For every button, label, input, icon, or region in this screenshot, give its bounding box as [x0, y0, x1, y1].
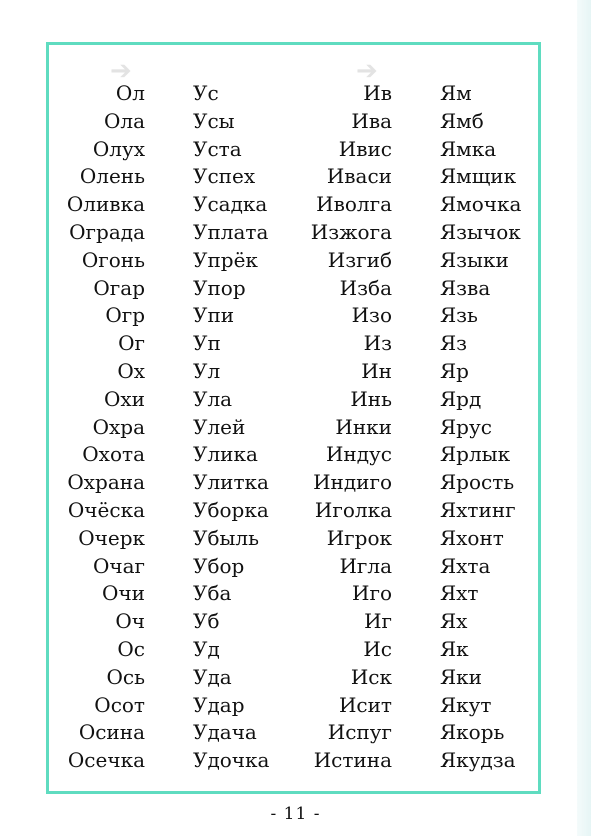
word-item: Убыль	[193, 525, 260, 550]
word-item: Упи	[193, 303, 235, 328]
word-item: Убор	[193, 553, 245, 578]
word-item: Улитка	[193, 470, 269, 495]
word-item: Ямочка	[440, 192, 522, 217]
word-item: Ярус	[440, 414, 492, 439]
word-item: Уда	[193, 664, 232, 689]
word-item: Якорь	[440, 720, 505, 745]
right-arrow-icon: ➔	[356, 56, 378, 86]
word-item: Игла	[339, 553, 392, 578]
word-item: Очёска	[67, 497, 145, 522]
word-item: Уборка	[193, 497, 269, 522]
word-item: Удача	[193, 720, 257, 745]
word-item: Огар	[93, 275, 145, 300]
word-item: Иголка	[314, 497, 392, 522]
word-item: Иваси	[326, 164, 392, 189]
words-column-o	[40, 80, 145, 775]
word-item: Ола	[103, 108, 145, 133]
word-item: Охра	[92, 414, 145, 439]
word-item: Языки	[440, 247, 509, 272]
word-item: Изо	[351, 303, 392, 328]
word-item: Иго	[352, 581, 392, 606]
word-item: Огонь	[81, 247, 145, 272]
word-item: Ях	[440, 609, 468, 634]
word-item: Иволга	[316, 192, 392, 217]
word-item: Охи	[103, 386, 145, 411]
word-item: Ярлык	[440, 442, 511, 467]
word-item: Испуг	[327, 720, 392, 745]
word-item: Язь	[440, 303, 478, 328]
word-item: Ива	[351, 108, 392, 133]
word-item: Оч	[115, 609, 145, 634]
word-item: Истина	[313, 748, 392, 773]
word-item: Ярд	[440, 386, 482, 411]
word-item: Як	[440, 636, 469, 661]
word-item: Уд	[193, 636, 220, 661]
word-item: Язва	[440, 275, 491, 300]
word-item: Ямб	[440, 108, 484, 133]
word-item: Упрёк	[193, 247, 258, 272]
word-item: Инки	[335, 414, 392, 439]
word-item: Уплата	[193, 219, 269, 244]
word-item: Ох	[117, 358, 145, 383]
word-item: Оливка	[66, 192, 145, 217]
word-item: Удочка	[193, 748, 270, 773]
page-number: - 11 -	[270, 804, 321, 824]
word-item: Яхтинг	[440, 497, 516, 522]
word-item: Ямка	[440, 136, 497, 161]
word-item: Язычок	[440, 219, 521, 244]
word-item: Усадка	[193, 192, 268, 217]
word-item: Огр	[105, 303, 145, 328]
word-item: Ям	[440, 81, 472, 105]
word-item: Очерк	[78, 525, 145, 550]
word-item: Якут	[440, 692, 492, 717]
word-item: Усы	[193, 108, 235, 133]
word-item: Индус	[325, 442, 392, 467]
page-edge-strip	[577, 0, 591, 836]
word-item: Яхонт	[440, 525, 504, 550]
word-item: Из	[363, 331, 392, 356]
word-item: Осина	[78, 720, 145, 745]
word-item: Индиго	[313, 470, 392, 495]
word-item: Ось	[106, 664, 145, 689]
word-item: Изба	[339, 275, 392, 300]
word-item: Якудза	[440, 748, 516, 773]
word-item: Игрок	[326, 525, 392, 550]
word-item: Яки	[440, 664, 482, 689]
word-item: Исит	[338, 692, 392, 717]
word-item: Уп	[193, 331, 221, 356]
word-item: Осечка	[67, 748, 145, 773]
word-item: Удар	[193, 692, 245, 717]
word-item: Ярость	[440, 470, 515, 495]
word-item: Упор	[193, 275, 246, 300]
word-item: Ула	[193, 386, 233, 411]
word-item: Изгиб	[327, 247, 392, 272]
word-item: Охрана	[67, 470, 145, 495]
word-item: Иск	[350, 664, 392, 689]
word-item: Ог	[118, 331, 145, 356]
word-item: Ив	[363, 81, 392, 105]
word-item: Ограда	[69, 219, 145, 244]
word-item: Ос	[117, 636, 145, 661]
word-item: Уста	[193, 136, 242, 161]
word-item: Ивис	[338, 136, 392, 161]
word-item: Яхта	[440, 553, 491, 578]
right-arrow-icon: ➔	[110, 56, 132, 86]
word-item: Охота	[82, 442, 145, 467]
word-item: Изжога	[310, 219, 392, 244]
word-item: Иг	[364, 609, 392, 634]
word-item: Ямщик	[440, 164, 517, 189]
word-item: Ин	[361, 358, 392, 383]
words-column-ya	[440, 80, 540, 775]
word-item: Ис	[363, 636, 392, 661]
word-item: Яр	[440, 358, 469, 383]
word-item: Ол	[115, 81, 145, 105]
word-item: Осот	[94, 692, 145, 717]
word-item: Очи	[102, 581, 145, 606]
word-item: Олень	[79, 164, 145, 189]
word-item: Уб	[193, 609, 220, 634]
word-item: Инь	[350, 386, 392, 411]
word-item: Яхт	[440, 581, 479, 606]
word-item: Улика	[193, 442, 258, 467]
word-item: Улей	[193, 414, 246, 439]
word-item: Олух	[92, 136, 145, 161]
words-column-i	[300, 80, 392, 775]
word-item: Яз	[440, 331, 468, 356]
word-item: Уба	[193, 581, 232, 606]
word-item: Очаг	[92, 553, 145, 578]
word-item: Успех	[193, 164, 256, 189]
word-item: Ус	[193, 81, 219, 105]
word-item: Ул	[193, 358, 221, 383]
words-column-u	[193, 80, 303, 775]
